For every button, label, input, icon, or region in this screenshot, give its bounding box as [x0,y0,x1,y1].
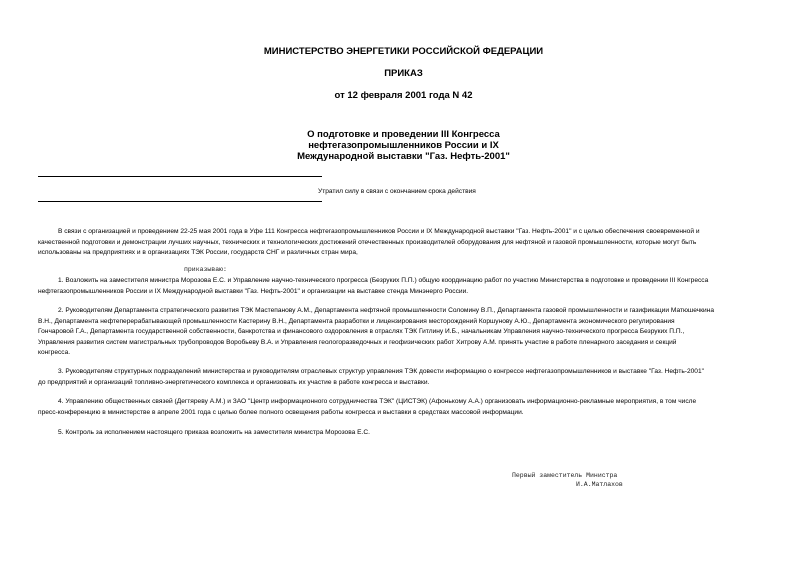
signature-name: И.А.Матлахов [576,481,623,488]
paragraph-line: до предприятий и организаций топливно-энергетического комплекса и организовать их участие в работе конгресса и выставки. [38,378,430,386]
paragraph-line: 1. Возложить на заместителя министра Морозова Е.С. и Управление научно-технического прогресса (Безруких П.П.) общую координацию работ по участию Министерства в подготовке и проведении III Конгресса [58,277,709,284]
date-number-heading: от 12 февраля 2001 года N 42 [334,90,473,101]
order-word: приказываю: [184,266,227,273]
paragraph-line: 4. Управлению общественных связей (Дегтяреву А.М.) и ЗАО "Центр информационного сотрудничества ТЭК" (ЦИСТЭК) (Афонькому А.А.) организовать информационно-рекламные мероприятия, в том числе [58,398,697,405]
paragraph-line: 3. Руководителям структурных подразделений министерства и руководителям отраслевых структур управления ТЭК довести информацию о конгрессе нефтегазопромышленников и выставке "Газ. Нефть-2001" [58,368,704,375]
paragraph-line: конгресса. [38,349,71,357]
paragraph-line: В связи с организацией и проведением 22-25 мая 2001 года в Уфе 111 Конгресса нефтегазопромышленников России и IX Международной выставки "Газ. Нефть-2001" и с целью обеспечения своевременной и [58,228,700,235]
doc-title-line: О подготовке и проведении III Конгресса [307,129,500,140]
paragraph-line: 2. Руководителям Департамента стратегического развития ТЭК Мастепанову А.М., Департамента нефтяной промышленности Соломину В.П., Департамента газовой промышленности и газификации Матюшечкина [58,307,714,314]
status-note: Утратил силу в связи с окончанием срока действия [318,188,476,195]
signature-position: Первый заместитель Министра [512,472,618,479]
paragraph-line: пресс-конференцию в министерстве в апреле 2001 года с целью более полного освещения работы конгресса и выставки в средствах массовой информации. [38,408,524,416]
doc-type-heading: ПРИКАЗ [384,68,423,79]
preamble-paragraph [38,227,772,259]
doc-title-line: Международной выставки "Газ. Нефть-2001" [297,151,510,162]
paragraph-line: качественной подготовки и демонстрации лучших научных, технических и технологических достижений отечественных производителей оборудования для нефтяной и газовой промышленности, которые могут быть [38,238,697,246]
order-item-5 [38,428,772,439]
paragraph-line: Гончаровой Г.А., Департамента государственной собственности, банкротства и финансового оздоровления в отраслях ТЭК Гитлину И.Б., начальникам Управления научно-технического прогресса Безруких П.П., [38,328,685,336]
paragraph-line: В.Н., Департамента нефтеперерабатывающей промышленности Кастерину В.Н., Департамента разработки и лицензирования месторождений Коршунову А.Ю., Департамента экономического регулирования [38,317,675,325]
order-item-3 [38,367,772,388]
order-item-4 [38,397,772,418]
paragraph-line: использованы на предприятиях и в организациях ТЭК России, государств СНГ и различных стран мира, [38,249,358,257]
paragraph-line: Управления развития систем магистральных трубопроводов Воробьеву В.А. и Управления геологоразведочных и геофизических работ Хитрову А.М. принять участие в работе пленарного заседания и секций [38,338,677,346]
order-item-1 [38,276,772,297]
ministry-heading: МИНИСТЕРСТВО ЭНЕРГЕТИКИ РОССИЙСКОЙ ФЕДЕРАЦИИ [263,46,544,57]
order-item-2 [38,306,772,359]
paragraph-line: нефтегазопромышленников России и IX Международной выставки "Газ. Нефть-2001" и организации на выставке стенда Минэнерго России. [38,287,469,295]
doc-title-line: нефтегазопромышленников России и IX [308,140,499,151]
paragraph-line: 5. Контроль за исполнением настоящего приказа возложить на заместителя министра Морозова Е.С. [58,429,370,436]
divider-top [38,176,322,177]
divider-bottom [38,201,322,202]
